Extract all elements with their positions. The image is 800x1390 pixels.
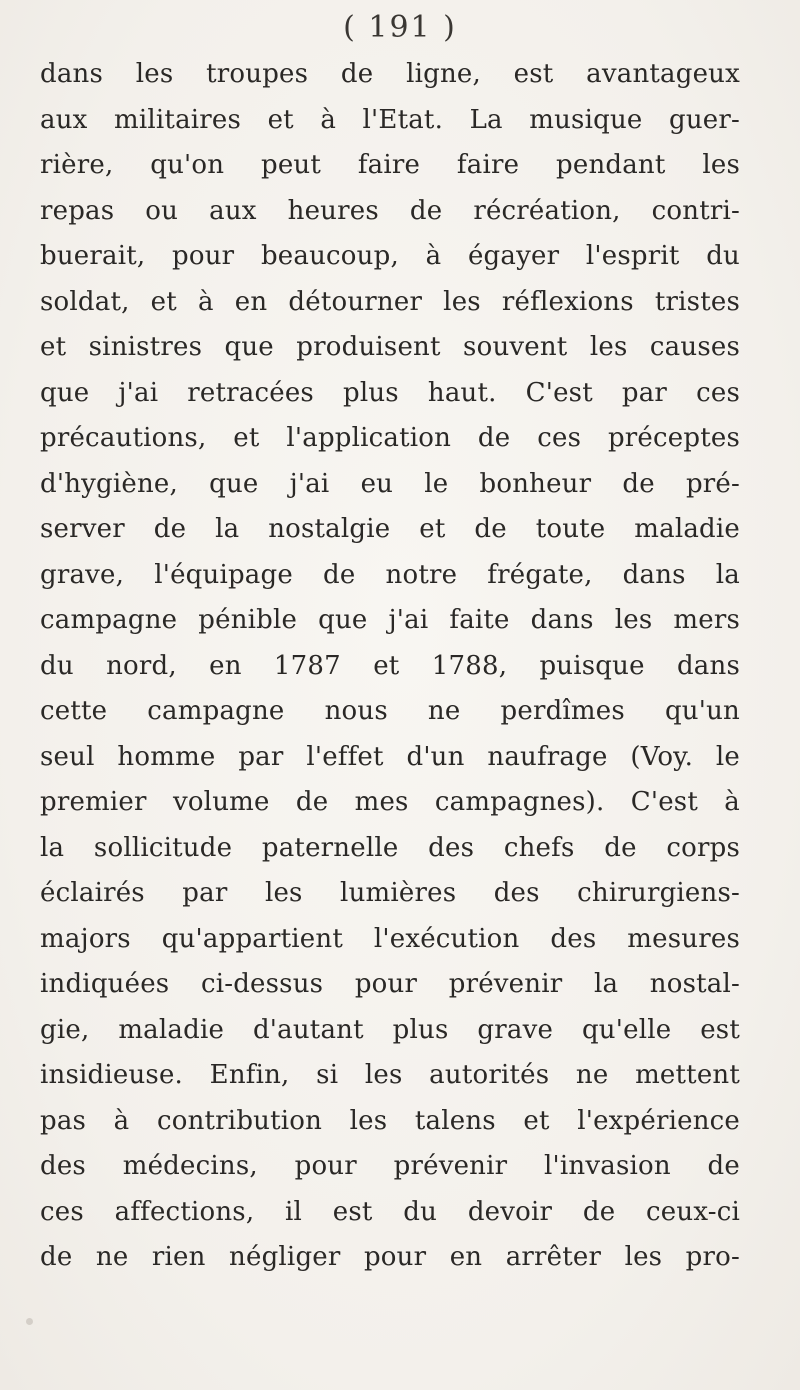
text-line: pas à contribution les talens et l'expérience <box>40 1105 740 1136</box>
body-text <box>40 52 740 1281</box>
text-line: ces affections, il est du devoir de ceux-ci <box>40 1196 740 1227</box>
text-line: éclairés par les lumières des chirurgiens- <box>40 878 740 908</box>
paper-speck <box>26 1318 33 1325</box>
text-line: campagne pénible que j'ai faite dans les mers <box>40 605 740 635</box>
text-line: rière, qu'on peut faire faire pendant les <box>40 150 740 180</box>
text-line: insidieuse. Enfin, si les autorités ne mettent <box>40 1060 740 1090</box>
text-line: server de la nostalgie et de toute maladie <box>40 514 740 544</box>
text-line: dans les troupes de ligne, est avantageux <box>40 59 740 89</box>
text-line: repas ou aux heures de récréation, contri- <box>40 195 740 226</box>
text-line: grave, l'équipage de notre frégate, dans la <box>40 559 740 590</box>
text-line: seul homme par l'effet d'un naufrage (Voy. le <box>40 741 740 772</box>
text-line: soldat, et à en détourner les réflexions tristes <box>40 286 740 317</box>
text-line: précautions, et l'application de ces préceptes <box>40 423 740 453</box>
page-number: ( 191 ) <box>343 10 457 45</box>
text-line: cette campagne nous ne perdîmes qu'un <box>40 696 740 726</box>
text-line: des médecins, pour prévenir l'invasion de <box>40 1151 740 1181</box>
text-line: de ne rien négliger pour en arrêter les pro- <box>40 1242 740 1272</box>
text-line: majors qu'appartient l'exécution des mesures <box>40 923 740 954</box>
text-line: la sollicitude paternelle des chefs de corps <box>40 832 740 863</box>
text-line: buerait, pour beaucoup, à égayer l'esprit du <box>40 241 740 271</box>
text-line: d'hygiène, que j'ai eu le bonheur de pré- <box>40 468 740 499</box>
text-line: que j'ai retracées plus haut. C'est par ces <box>40 377 740 408</box>
text-line: et sinistres que produisent souvent les causes <box>40 332 740 362</box>
text-line: du nord, en 1787 et 1788, puisque dans <box>40 650 740 681</box>
text-line: indiquées ci-dessus pour prévenir la nostal- <box>40 969 740 999</box>
text-line: aux militaires et à l'Etat. La musique guer- <box>40 104 740 135</box>
text-line: gie, maladie d'autant plus grave qu'elle est <box>40 1014 740 1045</box>
text-line: premier volume de mes campagnes). C'est à <box>40 787 740 817</box>
